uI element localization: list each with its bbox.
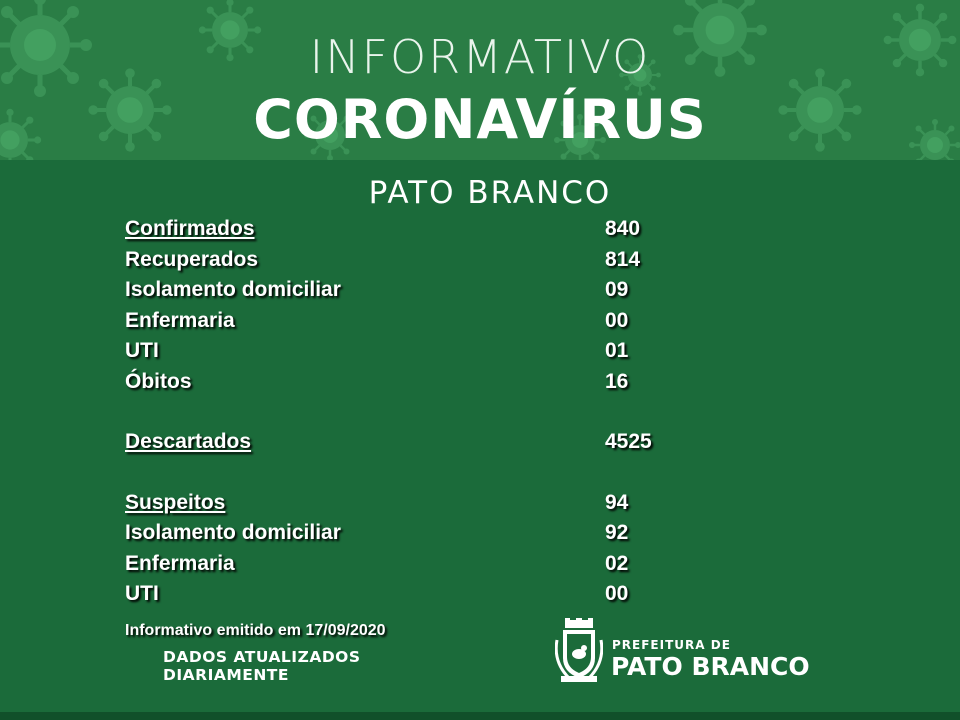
title-informativo: INFORMATIVO — [309, 30, 651, 84]
daily-update-note — [163, 648, 361, 684]
stat-label: Óbitos — [125, 369, 192, 393]
stat-value: 94 — [605, 490, 629, 514]
prefeitura-logo — [555, 618, 815, 688]
logo-prefeitura-text: PREFEITURA DE — [612, 638, 731, 652]
stat-value: 4525 — [605, 430, 652, 453]
stat-label: Enfermaria — [125, 308, 235, 332]
stat-label: Isolamento domiciliar — [125, 278, 341, 301]
stat-label: UTI — [125, 582, 159, 605]
stat-row-suspected-ward — [125, 549, 685, 580]
stat-label: Suspeitos — [125, 490, 226, 514]
stat-value: 814 — [605, 247, 641, 271]
stat-row-deaths — [125, 367, 685, 398]
stat-value: 92 — [605, 521, 629, 544]
stat-label: Descartados — [125, 430, 252, 453]
stat-label: Confirmados — [125, 217, 255, 240]
stat-value: 09 — [605, 278, 629, 301]
stat-row-confirmed — [125, 214, 685, 245]
issued-date-note: Informativo emitido em 17/09/2020 — [125, 622, 386, 639]
logo-city-text: PATO BRANCO — [611, 652, 810, 681]
city-crest-icon — [555, 618, 603, 684]
title-coronavirus: CORONAVÍRUS — [253, 88, 707, 151]
stat-row-home-isolation — [125, 275, 685, 306]
stat-label: Recuperados — [125, 247, 259, 271]
stat-value: 00 — [605, 308, 629, 332]
stat-label: Enfermaria — [125, 551, 235, 575]
daily-update-line1: DADOS ATUALIZADOS — [163, 648, 361, 666]
stat-value: 02 — [605, 551, 629, 575]
city-title: PATO BRANCO — [368, 175, 612, 211]
stat-value: 01 — [605, 339, 629, 362]
stat-row-icu — [125, 336, 685, 367]
stat-row-discarded — [125, 427, 685, 458]
bottom-edge — [0, 712, 960, 720]
stat-value: 840 — [605, 217, 641, 240]
stat-row-suspected — [125, 488, 685, 519]
stat-row-recovered — [125, 245, 685, 276]
stats-table — [125, 214, 685, 610]
stat-row-ward — [125, 306, 685, 337]
stat-row-suspected-home-isolation — [125, 518, 685, 549]
stat-label: UTI — [125, 339, 159, 362]
daily-update-line2: DIARIAMENTE — [163, 666, 289, 684]
stat-value: 16 — [605, 369, 629, 393]
stat-label: Isolamento domiciliar — [125, 521, 341, 544]
stat-row-suspected-icu — [125, 579, 685, 610]
stat-value: 00 — [605, 582, 629, 605]
header-banner — [0, 0, 960, 160]
